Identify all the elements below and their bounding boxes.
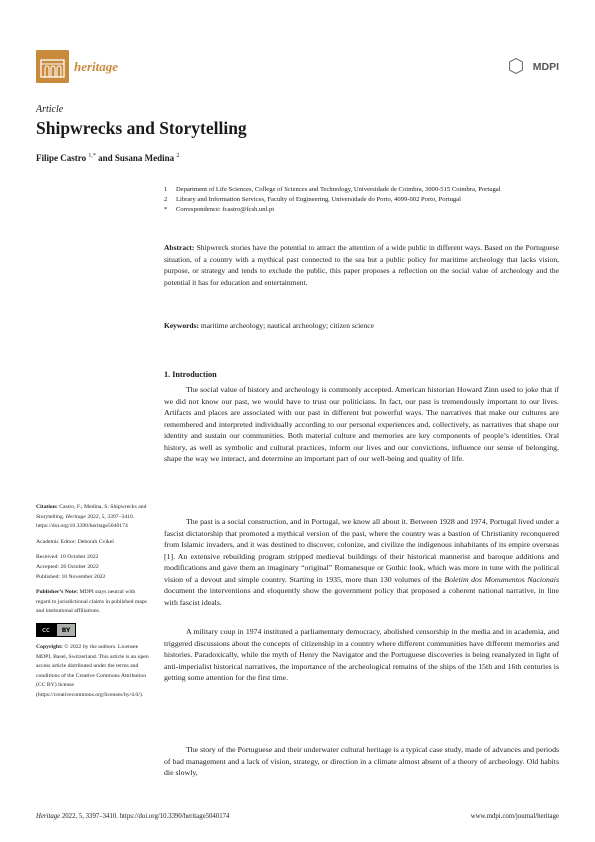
mdpi-wordmark: MDPI bbox=[532, 61, 559, 73]
section-heading: 1. Introduction bbox=[164, 370, 217, 379]
citation-block bbox=[36, 503, 150, 532]
colosseum-icon bbox=[36, 50, 69, 83]
article-title: Shipwrecks and Storytelling bbox=[36, 118, 247, 138]
affiliations bbox=[164, 185, 564, 215]
keywords-text: maritime archeology; nautical archeology; citizen science bbox=[200, 321, 374, 330]
citation-text: Castro, F.; Medina, S. Shipwrecks and Storytelling. bbox=[36, 504, 147, 520]
footer-journal-url[interactable]: www.mdpi.com/journal/heritage bbox=[470, 813, 559, 820]
by-icon: BY bbox=[56, 623, 76, 637]
body-paragraph: The story of the Portuguese and their underwater cultural heritage is a typical case study, made of advances and periods of bad management and a lack of vision, strategy, or direction in a climate almost absent of a theory of archeology. Old habits die slowly, bbox=[164, 745, 559, 778]
affiliation-mark: * bbox=[164, 206, 168, 213]
citation-volume: 5 bbox=[101, 513, 105, 520]
cc-by-license-icon[interactable] bbox=[36, 623, 76, 637]
citation-journal: Heritage bbox=[65, 513, 86, 520]
cited-title: Boletim dos Monumentos Nacionais bbox=[444, 574, 559, 584]
publisher-note bbox=[36, 588, 150, 617]
copyright-block bbox=[36, 643, 150, 701]
cc-icon: cc bbox=[36, 623, 56, 637]
citation-doi[interactable]: , 3397–3410. https://doi.org/10.3390/heritage5040174 bbox=[36, 513, 135, 530]
author-name: Susana Medina bbox=[114, 153, 175, 163]
author-joiner: and bbox=[95, 153, 115, 163]
affiliation-item bbox=[164, 195, 564, 205]
body-paragraph bbox=[164, 516, 559, 608]
paragraph-text: document the interventions and eloquently show the government policy that proposed a coherent national narrative, in line with fascist ideals. bbox=[164, 586, 559, 607]
footer-journal: Heritage bbox=[36, 813, 61, 820]
citation-label: Citation: bbox=[36, 504, 58, 510]
correspondence-item bbox=[164, 205, 564, 215]
article-type: Article bbox=[36, 104, 64, 115]
affiliation-marker: 1,* bbox=[88, 153, 96, 159]
publisher-note-label: Publisher’s Note: bbox=[36, 589, 79, 596]
citation-text: 2022, bbox=[85, 513, 102, 520]
published-date: Published: 10 November 2022 bbox=[36, 573, 106, 580]
copyright-text: © 2022 by the authors. Licensee MDPI, Basel, Switzerland. This article is an open access article distributed under the terms and conditions of the Creative Commons Attribution (CC BY) license (https://creativecommons.org/licenses/by/4.0/). bbox=[36, 643, 149, 698]
paragraph-text: The past is a social construction, and in Portugal, we know all about it. Between 1928 and 1974, Portugal lived under a fascist dictatorship that promoted a mythical version of the past, where the country was a bastion of Christianity reconquered from Islamic invaders, and it was destined to discover, colonize, and civilize the indigenous inhabitants of its empire overseas [1]. An extensive rebuilding program stripped medieval buildings of their historical mannerist and baroque additions and modifications and gave them an imaginary “original” Romanesque or Gothic look, which was more in tune with the political vision of a devout and simple country. Starting in 1935, more than 130 volumes of the bbox=[164, 517, 559, 584]
academic-editor: Academic Editor: Deborah Cvikel bbox=[36, 538, 114, 545]
abstract bbox=[164, 242, 559, 289]
received-date: Received: 10 October 2022 bbox=[36, 554, 99, 561]
abstract-label: Abstract: bbox=[164, 243, 195, 252]
journal-name: heritage bbox=[74, 59, 119, 74]
keywords-label: Keywords: bbox=[164, 321, 199, 330]
affiliation-text: Department of Life Sciences, College of Sciences and Technology, Universidade de Coimbra, 3000-515 Coimbra, Portugal bbox=[176, 186, 501, 193]
journal-logo bbox=[36, 50, 132, 84]
affiliation-item bbox=[164, 185, 564, 195]
affiliation-mark: 2 bbox=[164, 196, 168, 203]
body-paragraph: The social value of history and archeology is commonly accepted. American historian Howard Zinn used to joke that if we did not know our past, we would have to trust our politicians. In fact, our past is tremendously important to our lives. Artifacts and places are associated with our past in different but powerful ways. The narratives that make our cultures are remembered and interpreted individually according to our personal experiences and, collectively, as narratives that shape our identity and sustain our communities. Both material culture and memories are key components of people’s identities. Oral history, as well as symbolic and cultural practices, inform our lives and our convictions, influence our sense of belonging, shape the way we interact, and determine an important part of our well-being and quality of life. bbox=[164, 385, 559, 464]
affiliation-text: Library and Information Services, Faculty of Engineering, Universidade do Porto, 4099-002 Porto, Portugal bbox=[176, 196, 461, 203]
abstract-text: Shipwreck stories have the potential to attract the attention of a wide public in different ways. Based on the Portuguese situation, of a country with a mythical past connected to the sea but a public policy for maritime archeology that lacks vision, purpose, or strategy and tends to exclude the public, this paper proposes a reflection on the social value of archeology and the potential it has for education and entertainment. bbox=[164, 243, 559, 288]
dates-block bbox=[36, 553, 150, 582]
affiliation-marker: 2 bbox=[176, 153, 180, 159]
copyright-label: Copyright: bbox=[36, 643, 63, 650]
mdpi-hexagon-icon bbox=[509, 58, 523, 74]
footer-citation bbox=[36, 813, 229, 820]
footer-doi[interactable]: 2022, 5, 3397–3410. https://doi.org/10.3390/heritage5040174 bbox=[60, 813, 230, 820]
publisher-note-text: MDPI stays neutral with regard to jurisdictional claims in published maps and institutional affiliations. bbox=[36, 589, 147, 615]
author-name: Filipe Castro bbox=[36, 153, 87, 163]
article-info-sidebar bbox=[36, 503, 150, 707]
body-paragraph: A military coup in 1974 instituted a parliamentary democracy, abolished censorship in the media and in academia, and triggered discussions about the concepts of citizenship in a country where different communities have different memories and histories. Paradoxically, while the myth of Henry the Navigator and the Portuguese discoveries is being reanalyzed in light of anti-imperialist historical narratives, the importance of the archeological remains of the ships of the 15th and 16th centuries is getting some attention for the first time. bbox=[164, 627, 559, 683]
accepted-date: Accepted: 26 October 2022 bbox=[36, 563, 99, 570]
keywords bbox=[164, 320, 559, 332]
mdpi-logo bbox=[509, 55, 559, 79]
affiliation-mark: 1 bbox=[164, 186, 168, 193]
author-list bbox=[36, 153, 179, 163]
correspondence-text: Correspondence: fcastro@fcsh.unl.pt bbox=[176, 206, 275, 213]
